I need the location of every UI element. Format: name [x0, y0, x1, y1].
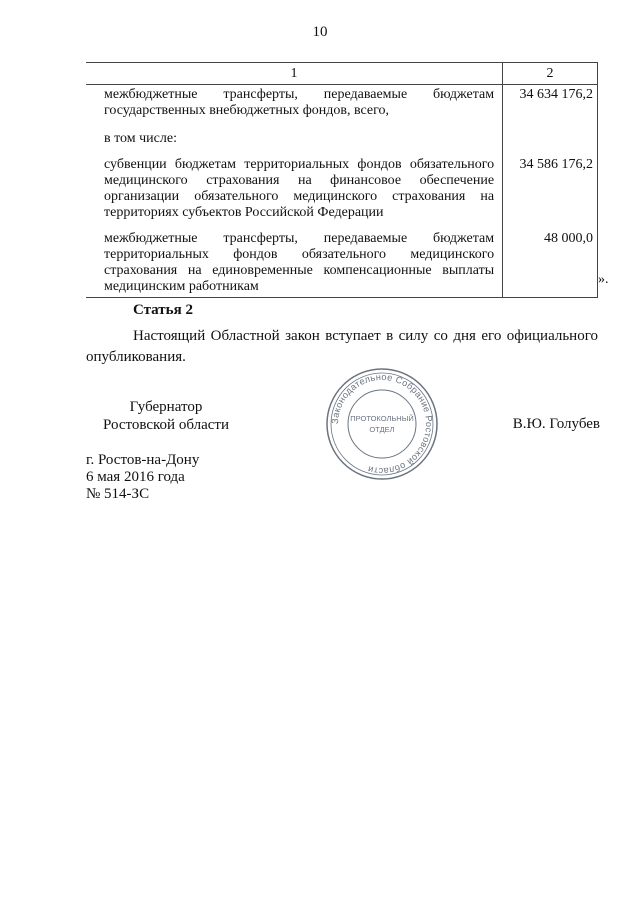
column-header-1: 1: [86, 63, 503, 85]
row-amount: 34 634 176,2: [503, 85, 598, 124]
table-header-row: [86, 63, 598, 85]
signatory-name: В.Ю. Голубев: [512, 416, 600, 432]
signatory-position-line1: Губернатор: [129, 399, 203, 415]
table-row: [86, 123, 598, 155]
signatory-position-line2: Ростовской области: [103, 417, 229, 433]
seal-icon: [324, 366, 440, 482]
svg-text:Законодательное Собрание Росто: Законодательное Собрание Ростовской области: [329, 371, 435, 477]
row-amount: 34 586 176,2: [503, 155, 598, 227]
budget-table: [86, 62, 598, 298]
column-header-2: 2: [503, 63, 598, 85]
svg-text:ОТДЕЛ: ОТДЕЛ: [369, 425, 395, 434]
official-seal-stamp: [324, 366, 440, 482]
article-text: Настоящий Областной закон вступает в силу со дня его официального опубликования.: [86, 328, 598, 365]
law-number: № 514-ЗС: [86, 486, 150, 502]
signatory-position: [86, 398, 246, 434]
table-row: [86, 227, 598, 298]
closing-quote: ».: [598, 272, 609, 287]
row-description: межбюджетные трансферты, передаваемые бюджетам государственных внебюджетных фондов, всего,: [86, 85, 503, 124]
row-amount: 48 000,0: [503, 227, 598, 298]
article-title: Статья 2: [133, 302, 193, 318]
table-row: [86, 85, 598, 124]
svg-text:ПРОТОКОЛЬНЫЙ: ПРОТОКОЛЬНЫЙ: [350, 414, 414, 423]
row-description: межбюджетные трансферты, передаваемые бюджетам территориальных фондов обязательного медицинского страхования на единовременные компенсационные выплаты медицинским работникам: [86, 227, 503, 298]
place-and-date: [86, 452, 199, 503]
row-amount: [503, 123, 598, 155]
city: г. Ростов-на-Дону: [86, 452, 200, 468]
page-number: 10: [312, 24, 328, 40]
date: 6 мая 2016 года: [86, 469, 185, 485]
table-row: [86, 155, 598, 227]
row-description: в том числе:: [86, 123, 503, 155]
row-description: субвенции бюджетам территориальных фондов обязательного медицинского страхования на финансовое обеспечение организации обязательного медицинского страхования на территориях субъектов Российской Федерации: [86, 155, 503, 227]
